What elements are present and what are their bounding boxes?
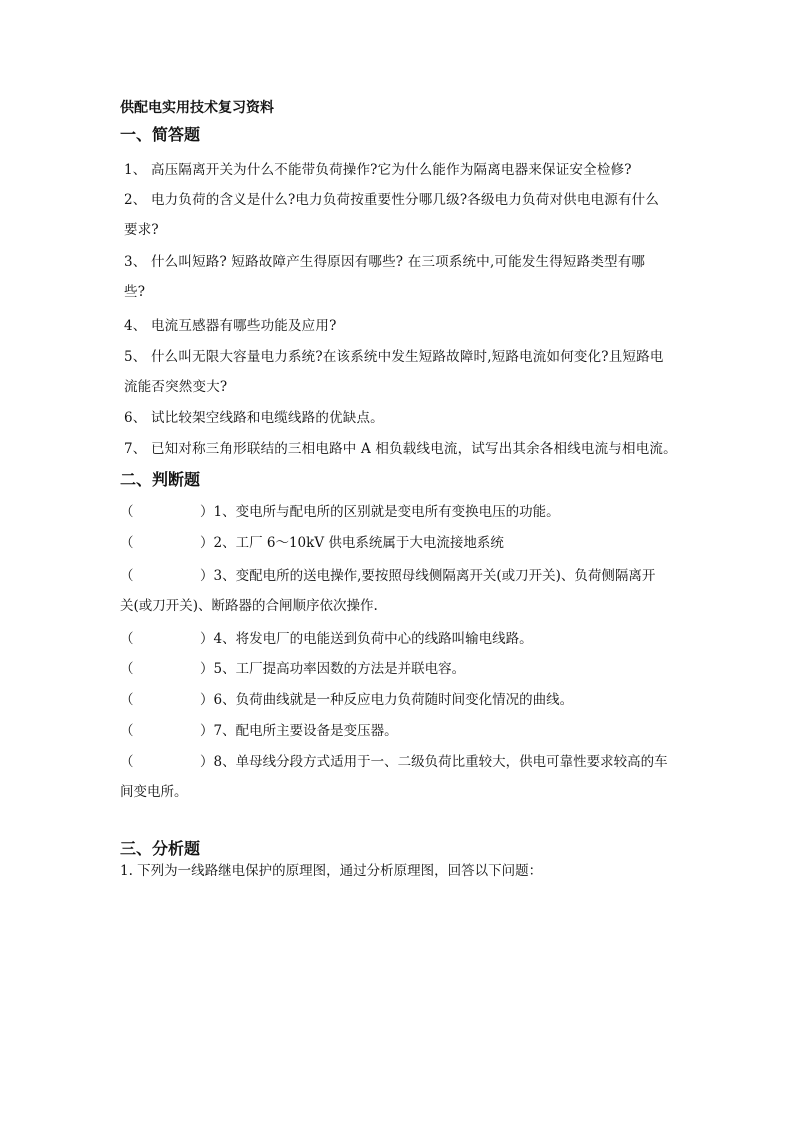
tf-item-8 — [120, 750, 668, 770]
tf-item-2 — [120, 531, 504, 551]
tf-item-3-cont: 关(或刀开关)、断路器的合闸顺序依次操作. — [120, 598, 378, 614]
tf-item-5 — [120, 657, 465, 677]
answer-blank-close: ） — [200, 504, 214, 520]
answer-blank-open: （ — [120, 723, 134, 739]
document-title: 供配电实用技术复习资料 — [120, 100, 274, 116]
tf-item-text: 7、配电所主要设备是变压器。 — [213, 723, 398, 739]
tf-item-text: 8、单母线分段方式适用于一、二级负荷比重较大，供电可靠性要求较高的车 — [213, 754, 668, 770]
question-5-cont: 流能否突然变大? — [124, 379, 228, 395]
tf-item-text: 2、工厂 6～10kV 供电系统属于大电流接地系统 — [213, 535, 504, 551]
question-7: 7、 已知对称三角形联结的三相电路中 A 相负载线电流，试写出其余各相线电流与相电流。 — [124, 441, 677, 457]
answer-blank-close: ） — [200, 754, 214, 770]
answer-blank-open: （ — [120, 568, 134, 584]
tf-item-8-cont: 间变电所。 — [120, 784, 188, 800]
tf-item-text: 1、变电所与配电所的区别就是变电所有变换电压的功能。 — [213, 504, 560, 520]
tf-item-text: 5、工厂提高功率因数的方法是并联电容。 — [213, 661, 466, 677]
question-4: 4、 电流互感器有哪些功能及应用? — [124, 318, 337, 334]
tf-item-7 — [120, 719, 398, 739]
section-heading-true-false: 二、判断题 — [120, 470, 201, 489]
question-5: 5、 什么叫无限大容量电力系统?在该系统中发生短路故障时,短路电流如何变化?且短路电 — [124, 349, 664, 365]
tf-item-6 — [120, 688, 573, 708]
question-1: 1、 高压隔离开关为什么不能带负荷操作?它为什么能作为隔离电器来保证安全检修? — [124, 162, 632, 178]
answer-blank-open: （ — [120, 661, 134, 677]
tf-item-text: 3、变配电所的送电操作,要按照母线侧隔离开关(或刀开关)、负荷侧隔离开 — [213, 568, 656, 584]
tf-item-4 — [120, 627, 533, 647]
answer-blank-open: （ — [120, 754, 134, 770]
answer-blank-close: ） — [200, 631, 214, 647]
answer-blank-close: ） — [200, 535, 214, 551]
question-3: 3、 什么叫短路? 短路故障产生得原因有哪些? 在三项系统中,可能发生得短路类型有哪 — [124, 254, 646, 270]
analysis-question-1: 1. 下列为一线路继电保护的原理图，通过分析原理图，回答以下问题： — [120, 863, 543, 879]
answer-blank-open: （ — [120, 504, 134, 520]
answer-blank-open: （ — [120, 535, 134, 551]
answer-blank-close: ） — [200, 692, 214, 708]
question-6: 6、 试比较架空线路和电缆线路的优缺点。 — [124, 410, 384, 426]
question-2-cont: 要求? — [124, 222, 159, 238]
answer-blank-close: ） — [200, 723, 214, 739]
section-heading-short-answer: 一、简答题 — [120, 125, 201, 144]
answer-blank-close: ） — [200, 568, 214, 584]
tf-item-3 — [120, 564, 655, 584]
answer-blank-open: （ — [120, 692, 134, 708]
question-3-cont: 些? — [124, 284, 146, 300]
tf-item-text: 6、负荷曲线就是一种反应电力负荷随时间变化情况的曲线。 — [213, 692, 574, 708]
answer-blank-open: （ — [120, 631, 134, 647]
answer-blank-close: ） — [200, 661, 214, 677]
section-heading-analysis: 三、分析题 — [120, 839, 201, 858]
question-2: 2、 电力负荷的含义是什么?电力负荷按重要性分哪几级?各级电力负荷对供电电源有什么 — [124, 192, 660, 208]
tf-item-1 — [120, 500, 560, 520]
tf-item-text: 4、将发电厂的电能送到负荷中心的线路叫输电线路。 — [213, 631, 533, 647]
